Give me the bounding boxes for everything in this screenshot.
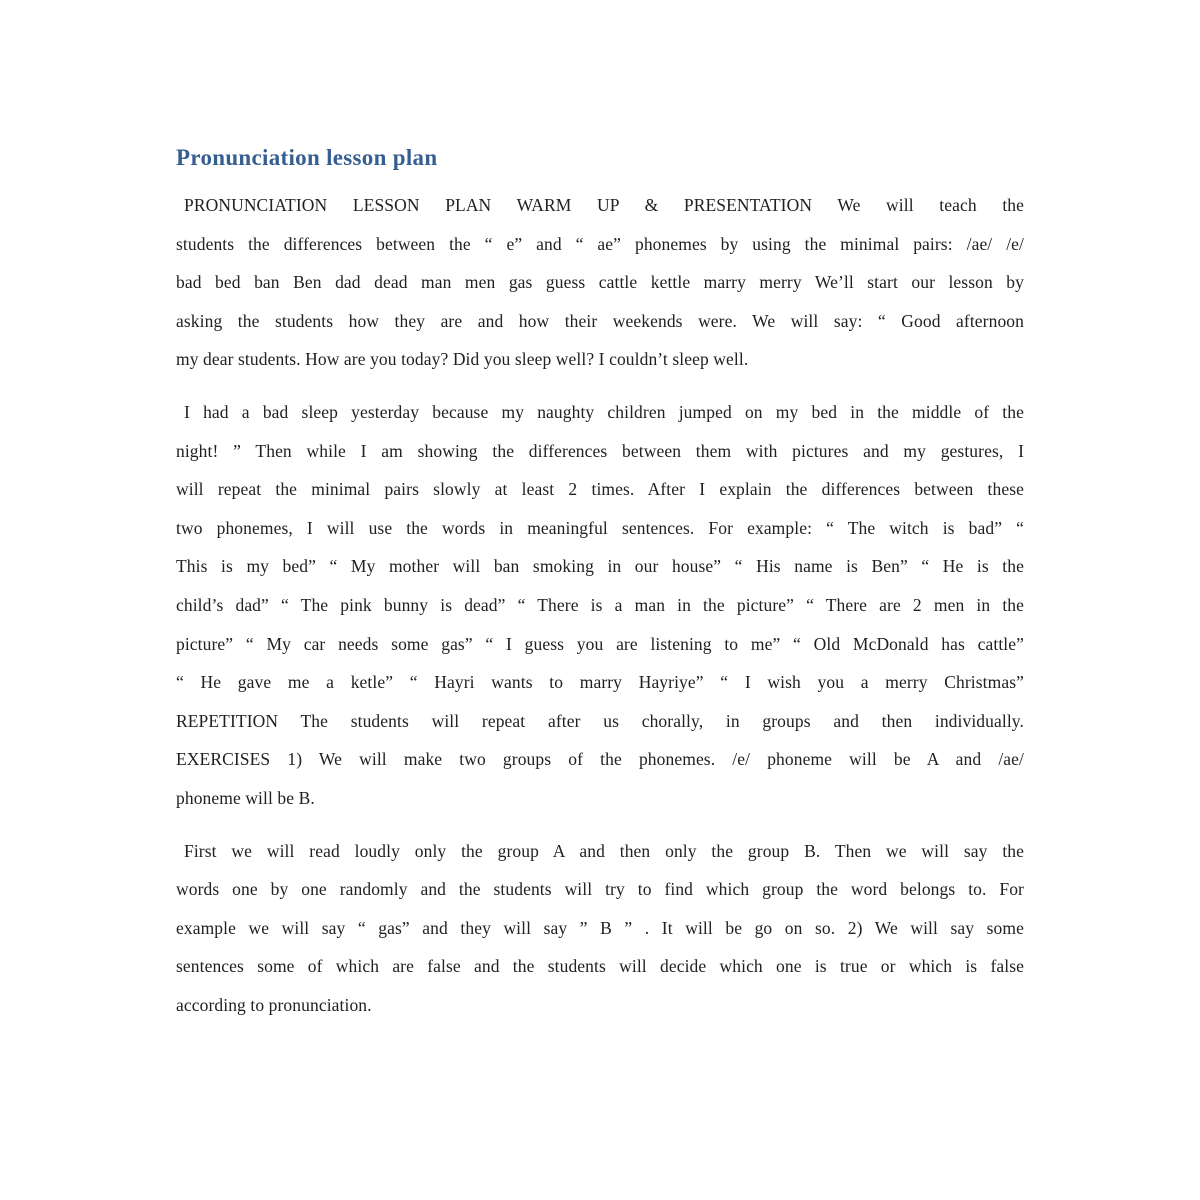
text-line: EXERCISES 1) We will make two groups of the phonemes. /e/ phoneme will be A and /ae/ (176, 749, 1024, 770)
text-line: will repeat the minimal pairs slowly at least 2 times. After I explain the differences between these (176, 479, 1024, 500)
page-content (176, 143, 1024, 1038)
text-line: sentences some of which are false and the students will decide which one is true or which is false (176, 956, 1024, 977)
text-line: PRONUNCIATION LESSON PLAN WARM UP & PRESENTATION We will teach the (184, 195, 1024, 215)
text-line: First we will read loudly only the group A and then only the group B. Then we will say the (184, 840, 1024, 861)
text-line: asking the students how they are and how their weekends were. We will say: “ Good afternoon (176, 310, 1024, 331)
text-line: words one by one randomly and the students will try to find which group the word belongs to. For (176, 879, 1024, 900)
document-body (176, 186, 1024, 1024)
text-line: phoneme will be B. (176, 787, 315, 808)
text-line: bad bed ban Ben dad dead man men gas guess cattle kettle marry merry We’ll start our lesson by (176, 272, 1024, 293)
text-line: This is my bed” “ My mother will ban smoking in our house” “ His name is Ben” “ He is the (176, 556, 1024, 577)
text-line: example we will say “ gas” and they will say ” B ” . It will be go on so. 2) We will say some (176, 917, 1024, 938)
paragraph (176, 186, 1024, 379)
text-line: night! ” Then while I am showing the differences between them with pictures and my gestures, I (176, 440, 1024, 461)
paragraph (176, 832, 1024, 1025)
text-line: “ He gave me a ketle” “ Hayri wants to marry Hayriye” “ I wish you a merry Christmas” (176, 672, 1024, 693)
text-line: students the differences between the “ e” and “ ae” phonemes by using the minimal pairs: /ae/ /e/ (176, 233, 1024, 254)
text-line: picture” “ My car needs some gas” “ I guess you are listening to me” “ Old McDonald has cattle” (176, 633, 1024, 654)
text-line: my dear students. How are you today? Did you sleep well? I couldn’t sleep well. (176, 349, 749, 370)
text-line: REPETITION The students will repeat after us chorally, in groups and then individually. (176, 710, 1024, 731)
text-line: according to pronunciation. (176, 994, 372, 1015)
paragraph (176, 393, 1024, 818)
text-line: child’s dad” “ The pink bunny is dead” “ There is a man in the picture” “ There are 2 men in the (176, 594, 1024, 615)
text-line: I had a bad sleep yesterday because my naughty children jumped on my bed in the middle of the (184, 401, 1024, 422)
text-line: two phonemes, I will use the words in meaningful sentences. For example: “ The witch is bad” “ (176, 517, 1024, 538)
document-title: Pronunciation lesson plan (176, 145, 438, 170)
